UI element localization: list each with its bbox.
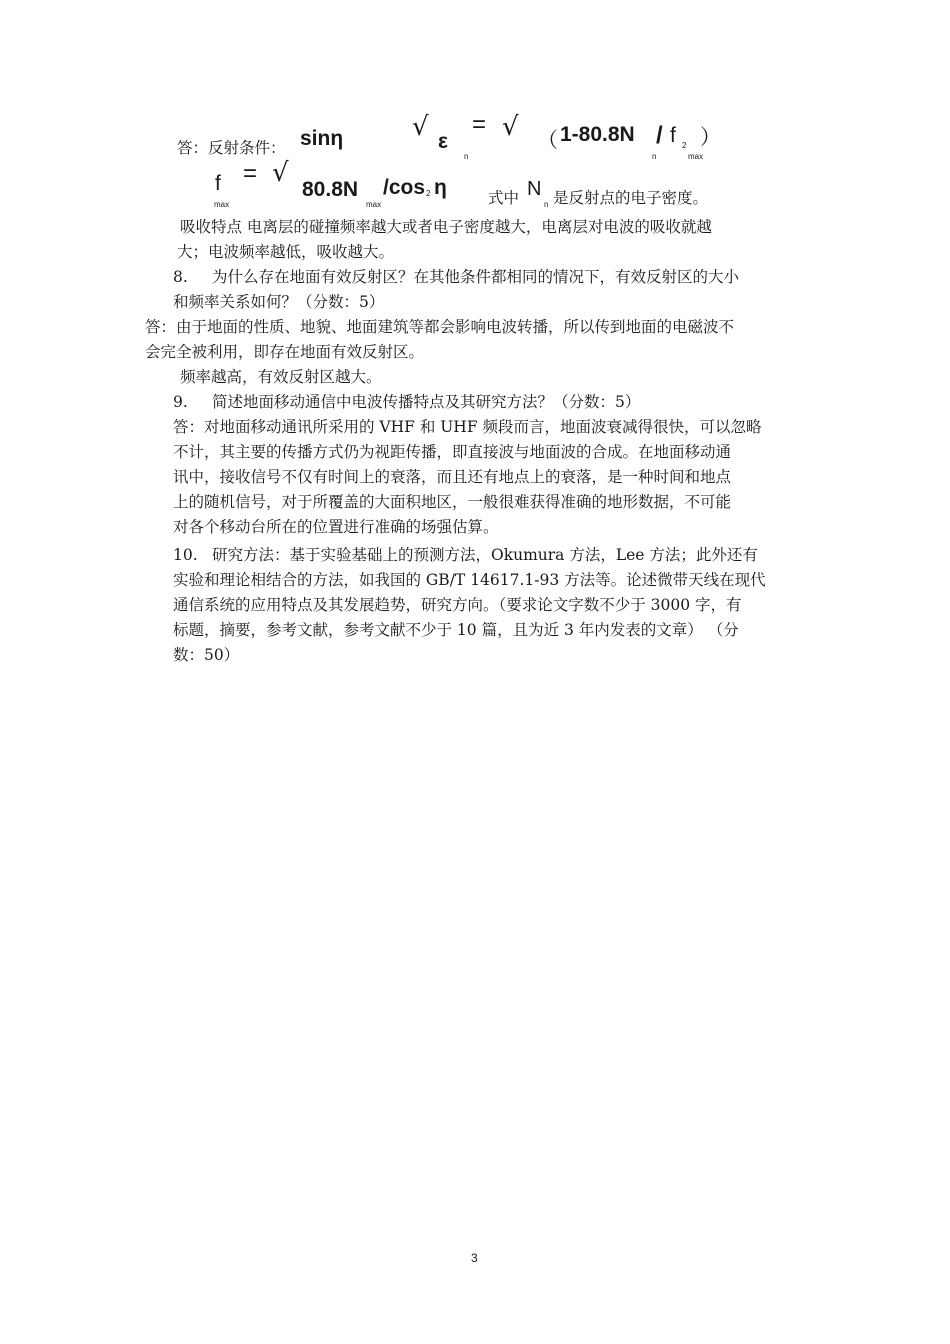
q9-number: 9. <box>173 393 188 411</box>
formula-sub-max-3: max <box>366 200 382 209</box>
formula-note-N: N <box>527 178 542 200</box>
q9-answer-line: 讯中，接收信号不仅有时间上的衰落，而且还有地点上的衰落，是一种时间和地点 <box>173 468 732 486</box>
formula-paren-close: ） <box>700 126 721 149</box>
q10-number: 10. <box>173 546 198 564</box>
formula-eta: η <box>434 176 447 199</box>
q8-question-line-1: 为什么存在地面有效反射区？在其他条件都相同的情况下，有效反射区的大小 <box>212 268 740 286</box>
formula-sqrt-2: √ <box>502 112 519 142</box>
formula-note-prefix: 式中 <box>488 189 520 207</box>
formula-sup-2a: 2 <box>682 141 687 150</box>
q9-answer-line: 上的随机信号，对于所覆盖的大面积地区，一般很难获得准确的地形数据，不可能 <box>173 493 732 511</box>
formula-sqrt-3: √ <box>272 158 289 188</box>
q9-answer-line: 不计，其主要的传播方式仍为视距传播，即直接波与地面波的合成。在地面移动通 <box>173 443 732 461</box>
q10-line: 通信系统的应用特点及其发展趋势，研究方向。（要求论文字数不少于 3000 字，有 <box>173 596 742 614</box>
formula-sqrt-1: √ <box>412 112 429 142</box>
reflection-condition-label: 答：反射条件： <box>177 139 286 157</box>
formula-sub-max-2: max <box>214 200 230 209</box>
formula-paren-open: （ <box>537 129 558 152</box>
q9-answer-line: 答：对地面移动通讯所采用的 VHF 和 UHF 频段而言，地面波衰减得很快，可以忽略 <box>173 418 762 436</box>
formula-expr-1: 1-80.8N <box>560 123 635 146</box>
q10-line: 数：50） <box>173 646 240 664</box>
formula-expr-2: 80.8N <box>302 178 359 201</box>
formula-f: f <box>670 124 676 147</box>
q10-line: 研究方法：基于实验基础上的预测方法，Okumura 方法，Lee 方法；此外还有 <box>212 546 758 564</box>
formula-sub-max-1: max <box>688 152 704 161</box>
q8-answer-line-2: 会完全被利用，即存在地面有效反射区。 <box>145 343 425 361</box>
q10-line: 实验和理论相结合的方法，如我国的 GB/T 14617.1-93 方法等。论述微带天线在现代 <box>173 571 766 589</box>
absorption-line-1: 吸收特点 电离层的碰撞频率越大或者电子密度越大，电离层对电波的吸收就越 <box>180 218 712 236</box>
formula-equals-1: = <box>472 111 487 138</box>
q9-question: 简述地面移动通信中电波传播特点及其研究方法？（分数：5） <box>212 393 641 411</box>
formula-sin-eta: sinη <box>300 127 344 150</box>
formula-sup-2b: 2 <box>426 189 431 198</box>
q9-answer-line: 对各个移动台所在的位置进行准确的场强估算。 <box>173 518 499 536</box>
formula-sub-n-2: n <box>652 152 657 161</box>
q8-number: 8. <box>173 268 188 286</box>
q8-answer-line-1: 答：由于地面的性质、地貌、地面建筑等都会影响电波转播，所以传到地面的电磁波不 <box>145 318 735 336</box>
formula-expr-3: /cos <box>383 176 426 199</box>
q8-question-line-2: 和频率关系如何？（分数：5） <box>173 293 385 311</box>
absorption-line-2: 大；电波频率越低，吸收越大。 <box>177 243 395 261</box>
formula-equals-2: = <box>243 160 258 187</box>
page-number: 3 <box>471 1251 478 1265</box>
q8-answer-line-3: 频率越高，有效反射区越大。 <box>180 368 382 386</box>
formula-note-sub-n: n <box>544 200 549 209</box>
formula-f-max: f <box>215 172 221 195</box>
q10-line: 标题，摘要，参考文献，参考文献不少于 10 篇，且为近 3 年内发表的文章） （分 <box>173 621 739 639</box>
formula-epsilon: ε <box>438 130 448 153</box>
formula-slash: / <box>656 122 663 149</box>
formula-note-suffix: 是反射点的电子密度。 <box>553 189 709 207</box>
formula-sub-n-1: n <box>464 152 469 161</box>
